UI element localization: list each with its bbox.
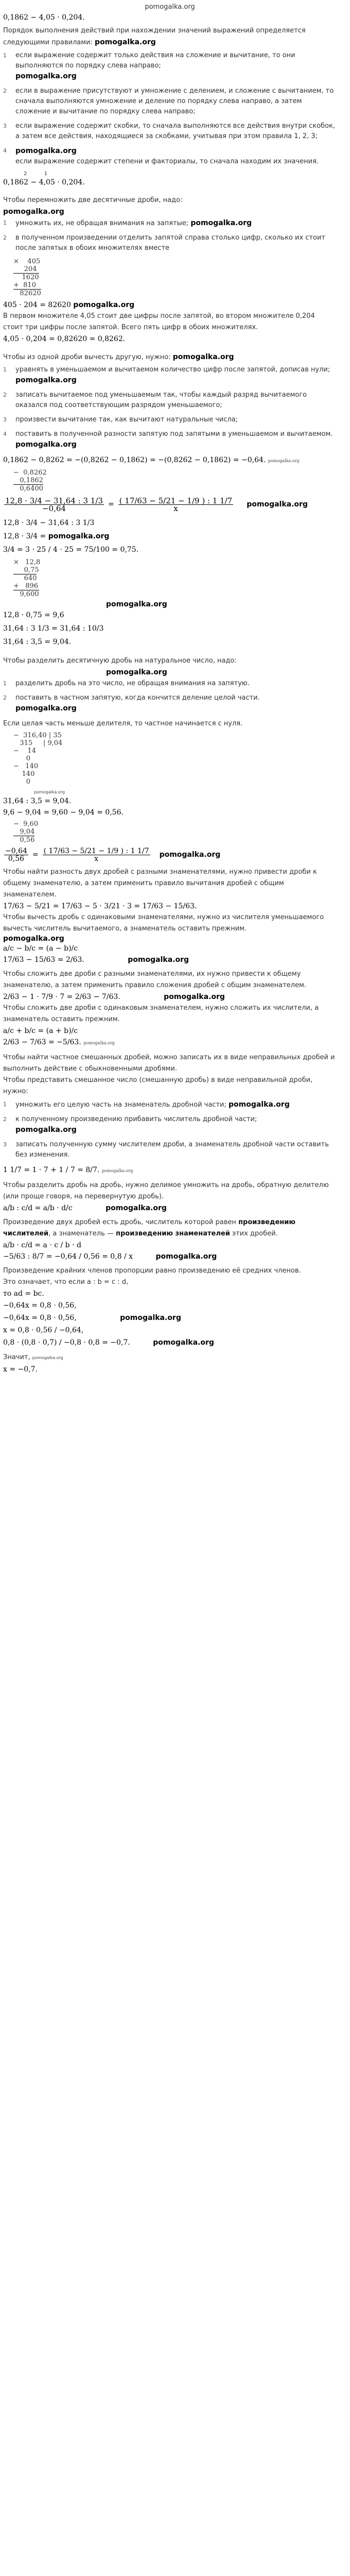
list-text: умножить их, не обращая внимания на запятые;	[15, 219, 189, 227]
list-item	[3, 218, 337, 229]
watermark-logo: pomogalka.org	[228, 1100, 290, 1109]
watermark-logo: pomogalka.org	[48, 532, 110, 540]
frac-line-3	[3, 991, 337, 1003]
calc-line: 31,64 : 3,5 = 9,04.	[3, 638, 72, 646]
proportion-text-2: Это означает, что если a : b = c : d,	[3, 1278, 129, 1286]
list-number: 2	[3, 88, 7, 94]
column-row: 9,600	[13, 590, 39, 598]
order-rules-list	[3, 50, 337, 167]
list-text: уравнять в уменьшаемом и вычитаемом количество цифр после запятой, дописав нули;	[15, 366, 330, 374]
list-text: если выражение содержит только действия на сложение и вычитание, то они выполняются по порядку слева направо;	[15, 52, 295, 70]
order-expression: 0,1862 − 4,05 · 0,204.	[3, 178, 85, 187]
mixed-line-text: 1 1/7 = 1 · 7 + 1 / 7 = 8/7.	[3, 1166, 100, 1174]
calc-block	[3, 516, 337, 556]
frac-text-4: Чтобы сложить две дроби с одинаковым знаменателем, нужно сложить их числители, а знаменатель оставить прежним.	[3, 1004, 319, 1023]
frac-line-4-text: 2/63 − 7/63 = −5/63.	[3, 1038, 81, 1046]
watermark-logo: pomogalka.org	[15, 376, 77, 384]
watermark-logo: pomogalka.org	[159, 851, 221, 859]
sub-expression	[3, 454, 337, 467]
list-item	[3, 1099, 337, 1110]
small-proportion-right	[43, 848, 150, 862]
list-number: 1	[3, 1101, 7, 1108]
list-item	[3, 679, 337, 689]
final-line-text: 0,8 · (0,8 · 0,7) / −0,8 · 0,8 = −0,7.	[3, 1338, 130, 1347]
watermark-logo: pomogalka.org	[15, 440, 77, 449]
frac-rule-2: a/c − b/c = (a − b)/c	[3, 944, 78, 953]
top-expression: 0,1862 − 4,05 · 0,204.	[3, 13, 85, 22]
list-item	[3, 693, 337, 714]
watermark-logo: pomogalka.org	[247, 500, 308, 509]
list-number: 2	[3, 234, 7, 241]
column-row: × 405	[13, 258, 41, 265]
column-row: 0,56	[13, 836, 35, 844]
final-fraction-text: −5/63 : 8/7 = −0,64 / 0,56 = 0,8 / x	[3, 1252, 133, 1261]
site-url[interactable]: pomogalka.org	[145, 3, 195, 11]
list-number: 1	[3, 219, 7, 226]
frac-text-1: Чтобы найти разность двух дробей с разными знаменателями, нужно привести дроби к общему знаменателю, а затем применить правило вычитания дробей с общим знаменателем.	[3, 868, 317, 899]
watermark-logo: pomogalka.org	[153, 1338, 214, 1347]
column-row: 0,6400	[13, 485, 43, 493]
mult-text: В первом множителе 4,05 стоит две цифры после запятой, во втором множителе 0,204 стоит три цифры после запятой. Всего пять цифр в обоих множителях.	[3, 312, 315, 331]
column-row: 0	[13, 755, 31, 762]
mult-column	[13, 258, 337, 297]
column-row: − 316,40 | 35	[13, 732, 62, 739]
list-text: произвести вычитание так, как вычитают натуральные числа;	[15, 416, 238, 423]
column-row: + 896	[13, 582, 39, 590]
final-line: x = 0,8 · 0,56 / −0,64,	[3, 1326, 84, 1334]
small-watermark: pomogalka.org	[83, 1041, 115, 1045]
small-proportion-left	[4, 848, 28, 862]
div-intro: Чтобы разделить десятичную дробь на натуральное число, надо:	[3, 657, 237, 665]
proportion-text: Произведение крайних членов пропорции равно произведению её средних членов.	[3, 1267, 301, 1275]
watermark-logo: pomogalka.org	[172, 353, 234, 361]
frac-rule-4: a/c + b/c = (a + b)/c	[3, 1027, 78, 1035]
watermark-logo: pomogalka.org	[155, 1252, 217, 1261]
small-proportion-right-denominator: x	[94, 854, 99, 863]
list-item	[3, 1114, 337, 1136]
sub2-line: 9,6 − 9,04 = 9,60 − 9,04 = 0,56.	[3, 808, 124, 817]
column-row: × 12,8	[13, 558, 41, 566]
watermark-logo: pomogalka.org	[15, 147, 77, 155]
list-number: 3	[3, 1141, 7, 1148]
watermark-logo: pomogalka.org	[15, 1126, 77, 1134]
frac-text-3: Чтобы сложить две дроби с разными знаменателями, их нужно привести к общему знаменателю, а затем применить правило сложения дробей с общим знаменателем.	[3, 970, 306, 989]
list-number: 3	[3, 416, 7, 423]
mixed-text: Чтобы найти частное смешанных дробей, можно записать их в виде неправильных дробей и выполнить действие с обыкновенными дробями.	[3, 1054, 335, 1073]
product-text	[3, 1217, 337, 1240]
list-item	[3, 146, 337, 167]
list-text: к полученному произведению прибавить числитель дробной части;	[15, 1115, 257, 1123]
column-row: − 0,8262	[13, 469, 47, 477]
mult-rules-list	[3, 218, 337, 253]
sub-expression-text: 0,1862 − 0,8262 = −(0,8262 − 0,1862) = −(0,8262 − 0,1862) = −0,64.	[3, 456, 266, 464]
list-item	[3, 415, 337, 425]
column-row: 1620	[13, 274, 39, 281]
proportion-right-numerator: ( 17/63 − 5/21 − 1/9 ) : 1 1/7	[119, 496, 233, 505]
mult-result: 4,05 · 0,204 = 0,82620 = 0,8262.	[3, 335, 126, 343]
answer-label	[3, 1352, 337, 1364]
column-row: − 9,60	[13, 820, 39, 828]
small-proportion-right-numerator: ( 17/63 − 5/21 − 1/9 ) : 1 1/7	[43, 846, 149, 855]
product-text-b: произведению числителей	[3, 1218, 296, 1238]
product-text-d: произведению знаменателей	[116, 1230, 230, 1238]
proportion-left-numerator: 12,8 · 3/4 − 31,64 : 3 1/3	[5, 496, 103, 505]
mult-line-text: 405 · 204 = 82620	[3, 301, 71, 309]
small-proportion-denominator: 0,56	[8, 854, 25, 863]
order-mark: 1	[44, 171, 47, 177]
calc-line: 3/4 = 3 · 25 / 4 · 25 = 75/100 = 0,75.	[3, 546, 139, 554]
calc-line: 31,64 : 3 1/3 = 31,64 : 10/3	[3, 624, 104, 633]
order-mark: 2	[24, 171, 27, 177]
column-row: − 140	[13, 762, 39, 770]
frac-line-3-text: 2/63 − 1 · 7/9 · 7 = 2/63 − 7/63.	[3, 993, 120, 1001]
list-number: 4	[3, 431, 7, 437]
order-intro	[3, 25, 337, 48]
list-item	[3, 121, 337, 142]
watermark-logo: pomogalka.org	[15, 72, 77, 80]
div-frac-rule	[3, 1202, 337, 1214]
calc-line: 12,8 · 3/4 − 31,64 : 3 1/3	[3, 519, 95, 527]
proportion-right	[118, 497, 234, 512]
frac-line-1: 17/63 − 5/21 = 17/63 − 5 · 3/21 · 3 = 17/63 − 15/63.	[3, 902, 197, 910]
list-number: 1	[3, 366, 7, 373]
final-line	[3, 1312, 337, 1324]
list-text: умножить его целую часть на знаменатель дробной части;	[15, 1101, 226, 1109]
calc-line-text: 12,8 · 3/4 =	[3, 532, 48, 540]
small-watermark: pomogalka.org	[34, 790, 65, 794]
proportion-left-denominator: −0,64	[42, 503, 66, 513]
list-text: в полученном произведении отделить запятой справа столько цифр, сколько их стоит после запятых в обоих множителях вместе	[15, 234, 325, 252]
final-fraction	[3, 1251, 337, 1262]
list-text: поставить в частном запятую, когда кончится деление целой части.	[15, 694, 260, 702]
proportion-right-denominator: x	[173, 503, 178, 513]
div-result: 31,64 : 3,5 = 9,04.	[3, 797, 72, 805]
column-row: 9,04	[13, 828, 35, 836]
column-row: 0,1862	[13, 477, 43, 484]
list-text: если в выражение присутствуют и умножение с делением, и сложение с вычитанием, то сначала выполняются умножение и деление по порядку слева направо, а затем сложение и вычитание по порядку слева направо;	[15, 87, 334, 115]
column-row: 640	[13, 574, 37, 582]
product-text-c: , а знаменатель —	[48, 1230, 114, 1238]
list-text: разделить дробь на это число, не обращая внимания на запятую.	[15, 680, 250, 687]
frac-line-2-text: 17/63 − 15/63 = 2/63.	[3, 956, 84, 964]
final-line-text: −0,64x = 0,8 · 0,56,	[3, 1314, 77, 1322]
order-marks	[24, 171, 337, 177]
column-row: + 810	[13, 281, 36, 289]
list-text: поставить в полученной разности запятую под запятыми в уменьшаемом и вычитаемом.	[15, 430, 333, 438]
sub-column	[13, 469, 337, 493]
sub2-column	[13, 820, 337, 844]
column-row: 140	[13, 770, 35, 778]
proportion-left	[4, 497, 104, 512]
list-item	[3, 50, 337, 82]
div-rules-list	[3, 679, 337, 714]
list-number: 1	[3, 52, 7, 59]
calc-line: 12,8 · 0,75 = 9,6	[3, 611, 64, 619]
watermark-logo: pomogalka.org	[3, 935, 64, 943]
watermark-logo: pomogalka.org	[3, 208, 64, 216]
product-text-a: Произведение двух дробей есть дробь, числитель которой равен	[3, 1218, 236, 1226]
column-row: 315 | 9,04	[13, 739, 63, 747]
sub-intro-text: Чтобы из одной дроби вычесть другую, нужно:	[3, 353, 171, 361]
column-row: 82620	[13, 290, 41, 297]
product-text-e: этих дробей.	[232, 1230, 278, 1238]
answer: x = −0,7.	[3, 1365, 38, 1374]
list-item	[3, 429, 337, 450]
div-column	[13, 732, 337, 786]
final-line	[3, 1336, 337, 1349]
watermark-logo: pomogalka.org	[120, 1314, 181, 1322]
mixed-rules-list	[3, 1099, 337, 1160]
answer-label-text: Значит,	[3, 1353, 30, 1361]
watermark-logo: pomogalka.org	[15, 704, 77, 713]
proportion-text-3: то ad = bc.	[3, 1290, 44, 1298]
final-line: −0,64x = 0,8 · 0,56,	[3, 1301, 77, 1310]
list-number: 1	[3, 680, 7, 687]
div-note: Если целая часть меньше делителя, то частное начинается с нуля.	[3, 720, 243, 727]
watermark-row	[3, 935, 337, 943]
product-rule: a/b · c/d = a · c / b · d	[3, 1241, 81, 1249]
watermark-logo: pomogalka.org	[106, 1204, 167, 1212]
small-watermark: pomogalka.org	[32, 1355, 63, 1360]
mixed-line	[3, 1164, 337, 1177]
list-text: если выражение содержит степени и факториалы, то сначала находим их значения.	[15, 158, 319, 165]
list-number: 2	[3, 1116, 7, 1123]
watermark-logo: pomogalka.org	[128, 956, 189, 964]
small-watermark: pomogalka.org	[101, 1168, 133, 1173]
small-watermark: pomogalka.org	[268, 459, 300, 463]
watermark-logo: pomogalka.org	[164, 993, 225, 1001]
column-row: 0,75	[13, 566, 39, 574]
watermark-logo: pomogalka.org	[73, 301, 135, 309]
frac-line-4	[3, 1037, 337, 1049]
list-item	[3, 233, 337, 253]
frac-line-2	[3, 954, 337, 965]
list-item	[3, 390, 337, 411]
mixed-intro: Чтобы представить смешанное число (смешанную дробь) в виде неправильной дроби, нужно:	[3, 1076, 313, 1095]
order-intro-text: Порядок выполнения действий при нахождении значений выражений определяется следующими правилами:	[3, 27, 306, 46]
sub-rules-list	[3, 365, 337, 450]
big-proportion: $\frac{12,8 \cdot 3/4 - 31,64 : 3 1/3}{-0,64}$ = $\frac{( 17/63 - 5/21 - 1/9 ) : 1 1/7}{x}$ pomogalka.org	[5, 496, 308, 513]
calc-line	[3, 530, 337, 543]
small-proportion-numerator: −0,64	[5, 846, 27, 855]
calc-block-2	[3, 608, 337, 649]
watermark-logo: pomogalka.org	[190, 219, 252, 227]
small-proportion: $\frac{-0,64}{0,56}$ = $\frac{( 17/63 - 5/21 - 1/9 ) : 1 1/7}{x}$ pomogalka.org	[5, 846, 221, 863]
div-frac-rule-text: a/b : c/d = a/b · d/c	[3, 1204, 73, 1212]
list-text: записать вычитаемое под уменьшаемым так, чтобы каждый разряд вычитаемого оказался под соответствующим разрядом уменьшаемого;	[15, 391, 307, 409]
sub-intro	[3, 352, 337, 363]
list-item	[3, 1140, 337, 1160]
list-text: записать полученную сумму числителем дроби, а знаменатель дробной части оставить без изменения.	[15, 1141, 329, 1159]
column-row: 204	[13, 265, 37, 273]
mult-line	[3, 299, 337, 311]
watermark-logo: pomogalka.org	[95, 38, 156, 46]
watermark-row	[3, 208, 337, 216]
watermark-logo: pomogalka.org	[106, 668, 167, 676]
div-frac-text: Чтобы разделить дробь на дробь, нужно делимое умножить на дробь, обратную делителю (или проще говоря, на перевернутую дробь).	[3, 1181, 329, 1200]
list-number: 2	[3, 392, 7, 398]
list-number: 2	[3, 694, 7, 701]
column-row: − 14	[13, 747, 36, 755]
watermark-logo: pomogalka.org	[106, 600, 167, 608]
column-row: 0	[13, 778, 31, 786]
list-text: если выражение содержит скобки, то сначала выполняются все действия внутри скобок, а затем все действия, находящиеся за скобками, учитывая при этом правила 1, 2, 3;	[15, 122, 335, 140]
mult2-column	[13, 558, 337, 598]
list-item	[3, 86, 337, 117]
frac-text-2: Чтобы вычесть дробь с одинаковыми знаменателями, нужно из числителя уменьшаемого вычесть числитель вычитаемого, а знаменатель оставить прежним.	[3, 913, 324, 933]
list-number: 4	[3, 147, 7, 154]
final-lines	[3, 1299, 337, 1349]
mult-intro: Чтобы перемножить две десятичные дроби, надо:	[3, 196, 183, 204]
list-number: 3	[3, 123, 7, 129]
list-item	[3, 365, 337, 386]
